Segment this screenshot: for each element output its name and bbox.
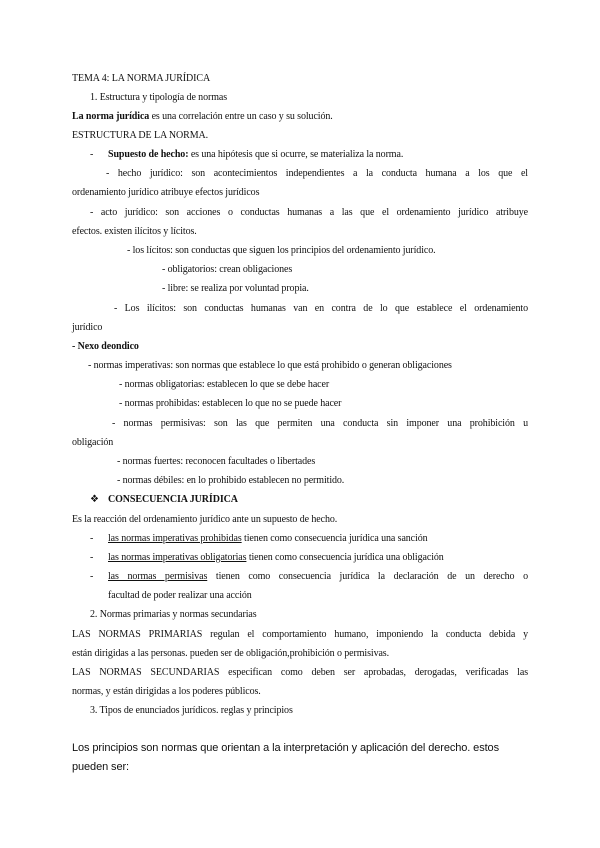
fuertes-line: - normas fuertes: reconocen facultades o libertades — [117, 456, 316, 467]
libre-line: - libre: se realiza por voluntad propia. — [162, 283, 309, 294]
primarias-line-1: LAS NORMAS PRIMARIAS regulan el comportamiento humano, imponiendo la conducta debida y — [72, 629, 528, 640]
consecuencia-item-3-term: las normas permisivas — [108, 571, 208, 582]
definition-term: La norma jurídica — [72, 111, 150, 122]
hecho-juridico-line-1: - hecho jurídico: son acontecimientos independientes a la conducta humana a los que el — [106, 168, 528, 179]
ilicitos-line-2: jurídico — [72, 322, 103, 333]
section-heading-1: 1. Estructura y tipología de normas — [90, 92, 228, 103]
permisivas-line-1: - normas permisivas: son las que permiten una conducta sin imponer una prohibición u — [112, 418, 528, 429]
consecuencia-item-1-text: tienen como consecuencia jurídica una sanción — [241, 533, 428, 544]
consecuencia-definition: Es la reacción del ordenamiento jurídico ante un supuesto de hecho. — [72, 514, 338, 525]
obligatorias-line: - normas obligatorias: establecen lo que se debe hacer — [119, 379, 330, 390]
hecho-juridico-line-2: ordenamiento jurídico atribuye efectos jurídicos — [72, 187, 260, 198]
list-dash: - — [90, 552, 94, 563]
consecuencia-item-3-line-2: facultad de poder realizar una acción — [108, 590, 252, 601]
supuesto-term: Supuesto de hecho: — [108, 149, 189, 160]
consecuencia-item-1 — [108, 533, 428, 545]
nexo-heading: - Nexo deondico — [72, 341, 139, 352]
secundarias-line-1: LAS NORMAS SECUNDARIAS especifican como deben ser aprobadas, derogadas, verificadas las — [72, 667, 528, 678]
acto-juridico-line-1: - acto jurídico: son acciones o conductas humanas a las que el ordenamiento jurídico atribuye — [90, 207, 528, 218]
definition-paragraph — [72, 111, 333, 123]
supuesto-text: es una hipótesis que si ocurre, se materializa la norma. — [188, 149, 404, 160]
section-heading-2: 2. Normas primarias y normas secundarias — [90, 609, 257, 620]
consecuencia-item-2-term: las normas imperativas obligatorias — [108, 552, 247, 563]
prohibidas-line: - normas prohibidas: establecen lo que no se puede hacer — [119, 398, 342, 409]
consecuencia-item-2 — [108, 552, 444, 564]
ilicitos-line-1: - Los ilícitos: son conductas humanas van en contra de lo que establece el ordenamiento — [114, 303, 528, 314]
debiles-line: - normas débiles: en lo prohibido establecen no permitido. — [117, 475, 345, 486]
principios-line-1: Los principios son normas que orientan a la interpretación y aplicación del derecho. estos — [72, 742, 499, 754]
definition-text: es una correlación entre un caso y su solución. — [149, 111, 333, 122]
principios-line-2: pueden ser: — [72, 761, 129, 773]
acto-juridico-line-2: efectos. existen ilícitos y lícitos. — [72, 226, 197, 237]
consecuencia-item-1-term: las normas imperativas prohibidas — [108, 533, 242, 544]
permisivas-line-2: obligación — [72, 437, 114, 448]
list-dash: - — [90, 149, 94, 160]
consecuencia-item-3-text: tienen como consecuencia jurídica la declaración de un derecho o — [207, 571, 528, 582]
obligatorios-line: - obligatorios: crean obligaciones — [162, 264, 293, 275]
consecuencia-heading: CONSECUENCIA JURÍDICA — [108, 494, 238, 505]
section-heading-3: 3. Tipos de enunciados jurídicos. reglas y principios — [90, 705, 293, 716]
consecuencia-item-2-text: tienen como consecuencia jurídica una obligación — [246, 552, 444, 563]
imperativas-line: - normas imperativas: son normas que establece lo que está prohibido o generan obligaciones — [88, 360, 452, 371]
licitos-line: - los lícitos: son conductas que siguen los principios del ordenamiento jurídico. — [127, 245, 436, 256]
document-title: TEMA 4: LA NORMA JURÍDICA — [72, 73, 211, 84]
structure-heading: ESTRUCTURA DE LA NORMA. — [72, 130, 209, 141]
list-dash: - — [90, 533, 94, 544]
supuesto-line — [108, 149, 403, 161]
list-dash: - — [90, 571, 94, 582]
primarias-line-2: están dirigidas a las personas. pueden ser de obligación,prohibición o permisivas. — [72, 648, 389, 659]
diamond-bullet-icon: ❖ — [90, 494, 99, 505]
consecuencia-item-3 — [108, 571, 528, 583]
secundarias-line-2: normas, y están dirigidas a los poderes públicos. — [72, 686, 261, 697]
